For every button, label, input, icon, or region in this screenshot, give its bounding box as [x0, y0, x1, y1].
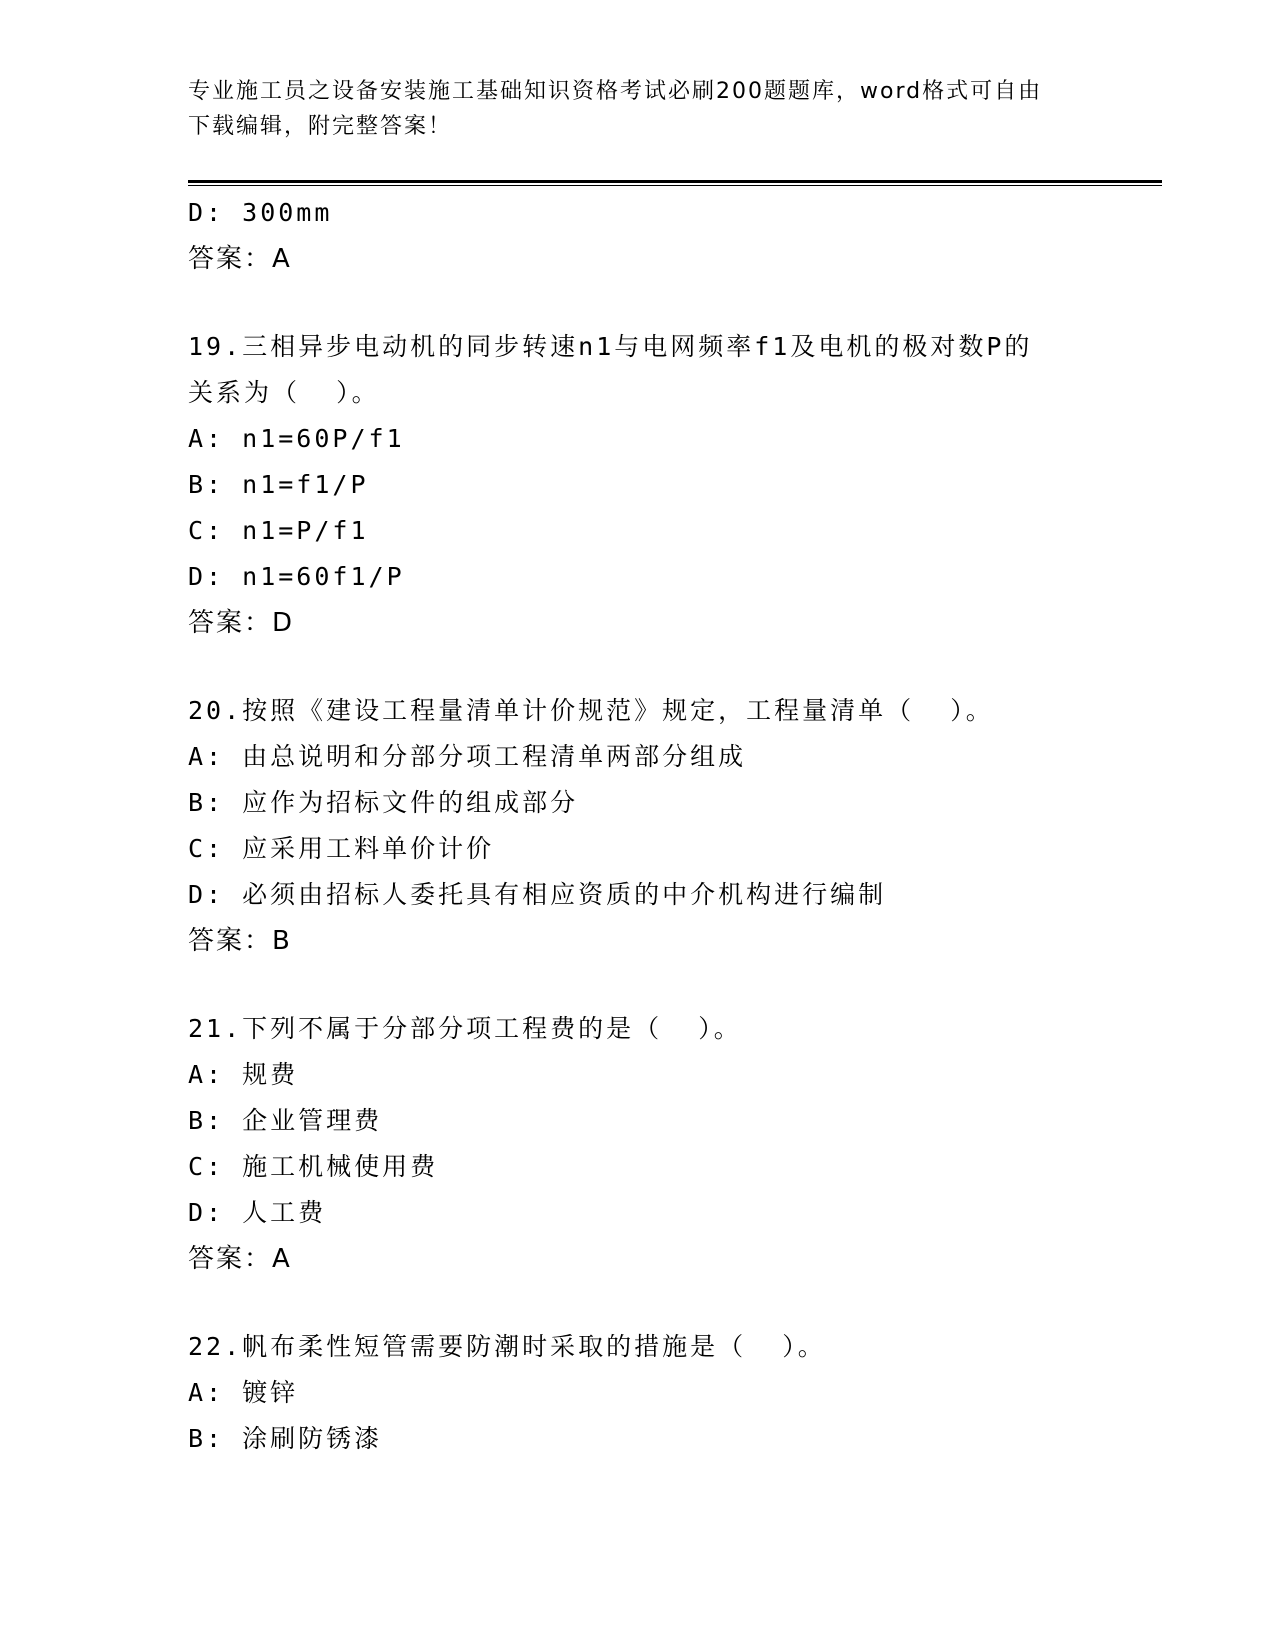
question-21 — [188, 1006, 1118, 1282]
question-18-fragment — [188, 190, 1118, 282]
header-line-2: 下载编辑，附完整答案！ — [188, 114, 453, 139]
document-header — [188, 74, 1088, 144]
answer: 答案：D — [188, 608, 295, 638]
question-stem: 22.帆布柔性短管需要防潮时采取的措施是（ ）。 — [188, 1332, 826, 1361]
answer: 答案：B — [188, 926, 292, 956]
option-a: A: 镀锌 — [188, 1378, 299, 1407]
header-divider-thick — [188, 180, 1162, 183]
question-22 — [188, 1324, 1118, 1462]
question-stem: 20.按照《建设工程量清单计价规范》规定，工程量清单（ ）。 — [188, 696, 994, 725]
option-c: C: 施工机械使用费 — [188, 1152, 439, 1181]
question-content — [188, 190, 1118, 1462]
option-a: A: n1=60P/f1 — [188, 424, 405, 453]
option-b: B: 应作为招标文件的组成部分 — [188, 788, 579, 817]
question-stem-cont: 关系为（ ）。 — [188, 378, 380, 407]
option-c: C: n1=P/f1 — [188, 516, 369, 545]
question-20 — [188, 688, 1118, 964]
question-19 — [188, 324, 1118, 646]
header-line-1: 专业施工员之设备安装施工基础知识资格考试必刷200题题库，word格式可自由 — [188, 79, 1043, 104]
option-a: A: 由总说明和分部分项工程清单两部分组成 — [188, 742, 747, 771]
option-b: B: n1=f1/P — [188, 470, 369, 499]
option-d: D: 人工费 — [188, 1198, 327, 1227]
question-stem: 21.下列不属于分部分项工程费的是（ ）。 — [188, 1014, 742, 1043]
option-a: A: 规费 — [188, 1060, 299, 1089]
option-d: D: 300mm — [188, 198, 333, 227]
answer: 答案：A — [188, 244, 292, 274]
header-divider-thin — [188, 185, 1162, 186]
option-b: B: 企业管理费 — [188, 1106, 383, 1135]
option-d: D: n1=60f1/P — [188, 562, 405, 591]
answer: 答案：A — [188, 1244, 292, 1274]
option-b: B: 涂刷防锈漆 — [188, 1424, 383, 1453]
option-d: D: 必须由招标人委托具有相应资质的中介机构进行编制 — [188, 880, 887, 909]
option-c: C: 应采用工料单价计价 — [188, 834, 495, 863]
question-stem: 19.三相异步电动机的同步转速n1与电网频率f1及电机的极对数P的 — [188, 332, 1033, 361]
